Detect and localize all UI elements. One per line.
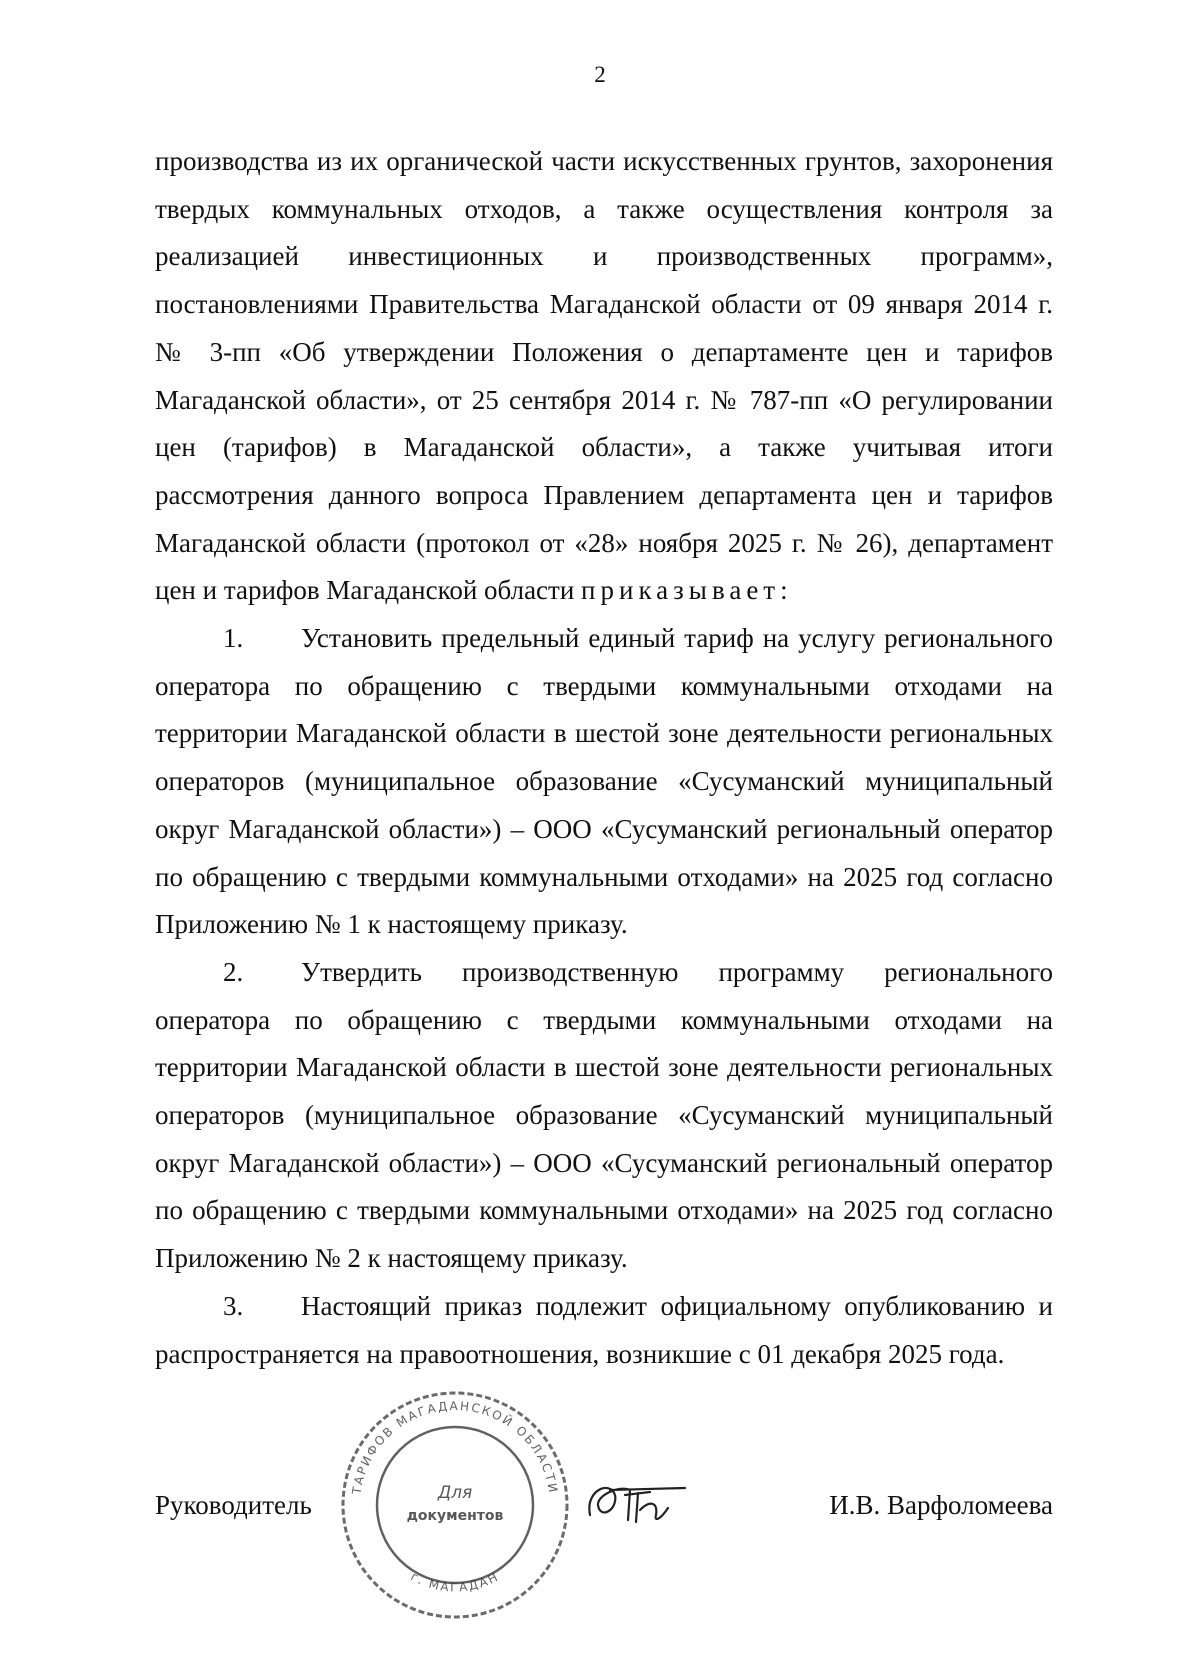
- order-item-3: [155, 1283, 1053, 1378]
- stamp-center-line2: документов: [406, 1508, 504, 1524]
- orders-colon: :: [780, 575, 788, 606]
- official-stamp: [330, 1380, 580, 1630]
- document-body: [155, 138, 1053, 1378]
- item-number: 2.: [223, 956, 244, 987]
- page-number: 2: [594, 62, 606, 87]
- signatory-title: Руководитель: [155, 1490, 312, 1520]
- svg-text:г. МАГАДАН: [408, 1569, 501, 1594]
- item-text: Утвердить производственную программу регионального оператора по обращению с твердыми коммунальными отходами на территории Магаданской области в шестой зоне деятельности региональных операторов (муниципальное образование «Сусуманский муниципальный округ Магаданской области») – ООО «Сусуманский региональный оператор по обращению с твердыми коммунальными отходами» на 2025 год согласно Приложению № 2 к настоящему приказу.: [155, 956, 1053, 1274]
- handwritten-signature: [580, 1460, 690, 1540]
- item-text: Настоящий приказ подлежит официальному опубликованию и распространяется на правоотношения, возникшие с 01 декабря 2025 года.: [155, 1290, 1053, 1369]
- stamp-inner-ring: [377, 1427, 533, 1583]
- intro-paragraph: [155, 138, 1053, 615]
- order-item-2: [155, 949, 1053, 1283]
- signatory-name: И.В. Варфоломеева: [829, 1490, 1053, 1520]
- stamp-ring-top: ТАРИФОВ МАГАДАНСКОЙ ОБЛАСТИ: [349, 1398, 561, 1496]
- orders-word: приказывает: [581, 575, 781, 606]
- item-text: Установить предельный единый тариф на услугу регионального оператора по обращению с твердыми коммунальными отходами на территории Магаданской области в шестой зоне деятельности региональных операторов (муниципальное образование «Сусуманский муниципальный округ Магаданской области») – ООО «Сусуманский региональный оператор по обращению с твердыми коммунальными отходами» на 2025 год согласно Приложению № 1 к настоящему приказу.: [155, 623, 1053, 940]
- intro-text: производства из их органической части искусственных грунтов, захоронения твердых коммунальных отходов, а также осуществления контроля за реализацией инвестиционных и производственных программ», постановлениями Правительства Магаданской области от 09 января 2014 г. № 3-пп «Об утверждении Положения о департаменте цен и тарифов Магаданской области», от 25 сентября 2014 г. № 787-пп «О регулировании цен (тарифов) в Магаданской области», а также учитывая итоги рассмотрения данного вопроса Правлением департамента цен и тарифов Магаданской области (протокол от «28» ноября 2025 г. № 26), департамент цен и тарифов Магаданской области: [155, 146, 1053, 606]
- stamp-center-line1: Для: [437, 1483, 473, 1503]
- order-item-1: [155, 615, 1053, 949]
- item-number: 1.: [223, 623, 244, 654]
- item-number: 3.: [223, 1290, 244, 1321]
- stamp-ring-bottom: г. МАГАДАН: [408, 1569, 502, 1595]
